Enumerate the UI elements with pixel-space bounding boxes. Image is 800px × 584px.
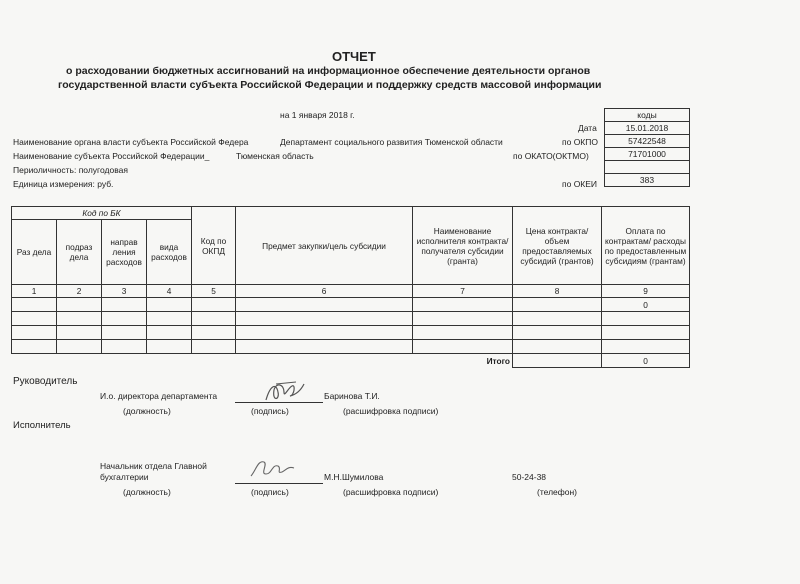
col-number: 1 — [12, 285, 57, 298]
head-signature-icon — [262, 378, 306, 406]
report-title: ОТЧЕТ — [332, 49, 376, 64]
okato-code-value: 71701000 — [605, 148, 690, 161]
col-number: 2 — [57, 285, 102, 298]
exec-signature-icon — [248, 456, 296, 482]
exec-position-line2: бухгалтерии — [100, 472, 149, 482]
okei-label: по ОКЕИ — [562, 179, 598, 189]
col-naimenovanie-header: Наименование исполнителя контракта/получателя субсидии (гранта) — [413, 207, 513, 285]
bk-code-group-header: Код по БК — [12, 207, 192, 220]
col-number: 8 — [513, 285, 602, 298]
col-number: 4 — [147, 285, 192, 298]
head-label: Руководитель — [13, 376, 78, 387]
date-code-value: 15.01.2018 — [605, 122, 690, 135]
okei-code-value: 383 — [605, 174, 690, 187]
exec-caption-signature: (подпись) — [251, 487, 289, 497]
table-row — [12, 298, 690, 312]
col-number: 9 — [602, 285, 690, 298]
col-number: 7 — [413, 285, 513, 298]
total-label: Итого — [486, 355, 510, 366]
expenses-table — [11, 206, 690, 368]
codes-table — [604, 108, 690, 187]
empty-code-cell — [605, 161, 690, 174]
caption-position: (должность) — [123, 406, 171, 416]
report-subtitle-line1: о расходовании бюджетных ассигнований на информационное обеспечение деятельности органов — [66, 65, 591, 77]
exec-caption-position: (должность) — [123, 487, 171, 497]
table-row — [12, 326, 690, 340]
exec-position-line1: Начальник отдела Главной — [100, 461, 207, 471]
table-row — [12, 340, 690, 354]
okato-label: по ОКАТО(ОКТМО) — [513, 151, 589, 161]
unit-text: Единица измерения: руб. — [13, 179, 114, 189]
exec-signature-line — [235, 483, 323, 484]
caption-name: (расшифровка подписи) — [343, 406, 439, 416]
col-vid-header: вида расходов — [147, 220, 192, 285]
col-podrazdel-header: подраз дела — [57, 220, 102, 285]
head-name: Баринова Т.И. — [324, 391, 380, 401]
caption-phone: (телефон) — [537, 487, 578, 497]
date-label: Дата — [578, 123, 597, 133]
col-oplata-header: Оплата по контрактам/ расходы по предоставленным субсидиям (грантам) — [602, 207, 690, 285]
total-row — [12, 354, 690, 368]
exec-caption-name: (расшифровка подписи) — [343, 487, 439, 497]
col-cena-header: Цена контракта/объем предоставляемых субсидий (грантов) — [513, 207, 602, 285]
executor-label: Исполнитель — [13, 420, 71, 431]
report-date-line: на 1 января 2018 г. — [280, 110, 355, 120]
col-napravlenie-header: направ ления расходов — [102, 220, 147, 285]
subject-label: Наименование субъекта Российской Федерации_ — [13, 151, 210, 161]
exec-name: М.Н.Шумилова — [324, 472, 384, 482]
okpo-label: по ОКПО — [562, 137, 598, 147]
row1-payment-value: 0 — [602, 298, 690, 312]
head-position: И.о. директора департамента — [100, 391, 218, 401]
codes-header: коды — [605, 109, 690, 122]
periodicity-text: Периоличность: полугодовая — [13, 165, 128, 175]
col-okpd-header: Код по ОКПД — [192, 207, 236, 285]
exec-phone: 50-24-38 — [512, 472, 547, 482]
okpo-code-value: 57422548 — [605, 135, 690, 148]
table-row — [12, 312, 690, 326]
col-number: 3 — [102, 285, 147, 298]
organ-value: Департамент социального развития Тюменской области — [280, 137, 503, 147]
subject-value: Тюменская область — [236, 151, 314, 161]
col-razdel-header: Раз дела — [12, 220, 57, 285]
caption-signature: (подпись) — [251, 406, 289, 416]
col-number: 5 — [192, 285, 236, 298]
total-value: 0 — [602, 354, 690, 368]
organ-label: Наименование органа власти субъекта Российской Федера — [13, 137, 249, 147]
col-predmet-header: Предмет закупки/цель субсидии — [236, 207, 413, 285]
col-number: 6 — [236, 285, 413, 298]
report-subtitle-line2: государственной власти субъекта Российской Федерации и поддержку средств массовой информации — [58, 79, 602, 91]
